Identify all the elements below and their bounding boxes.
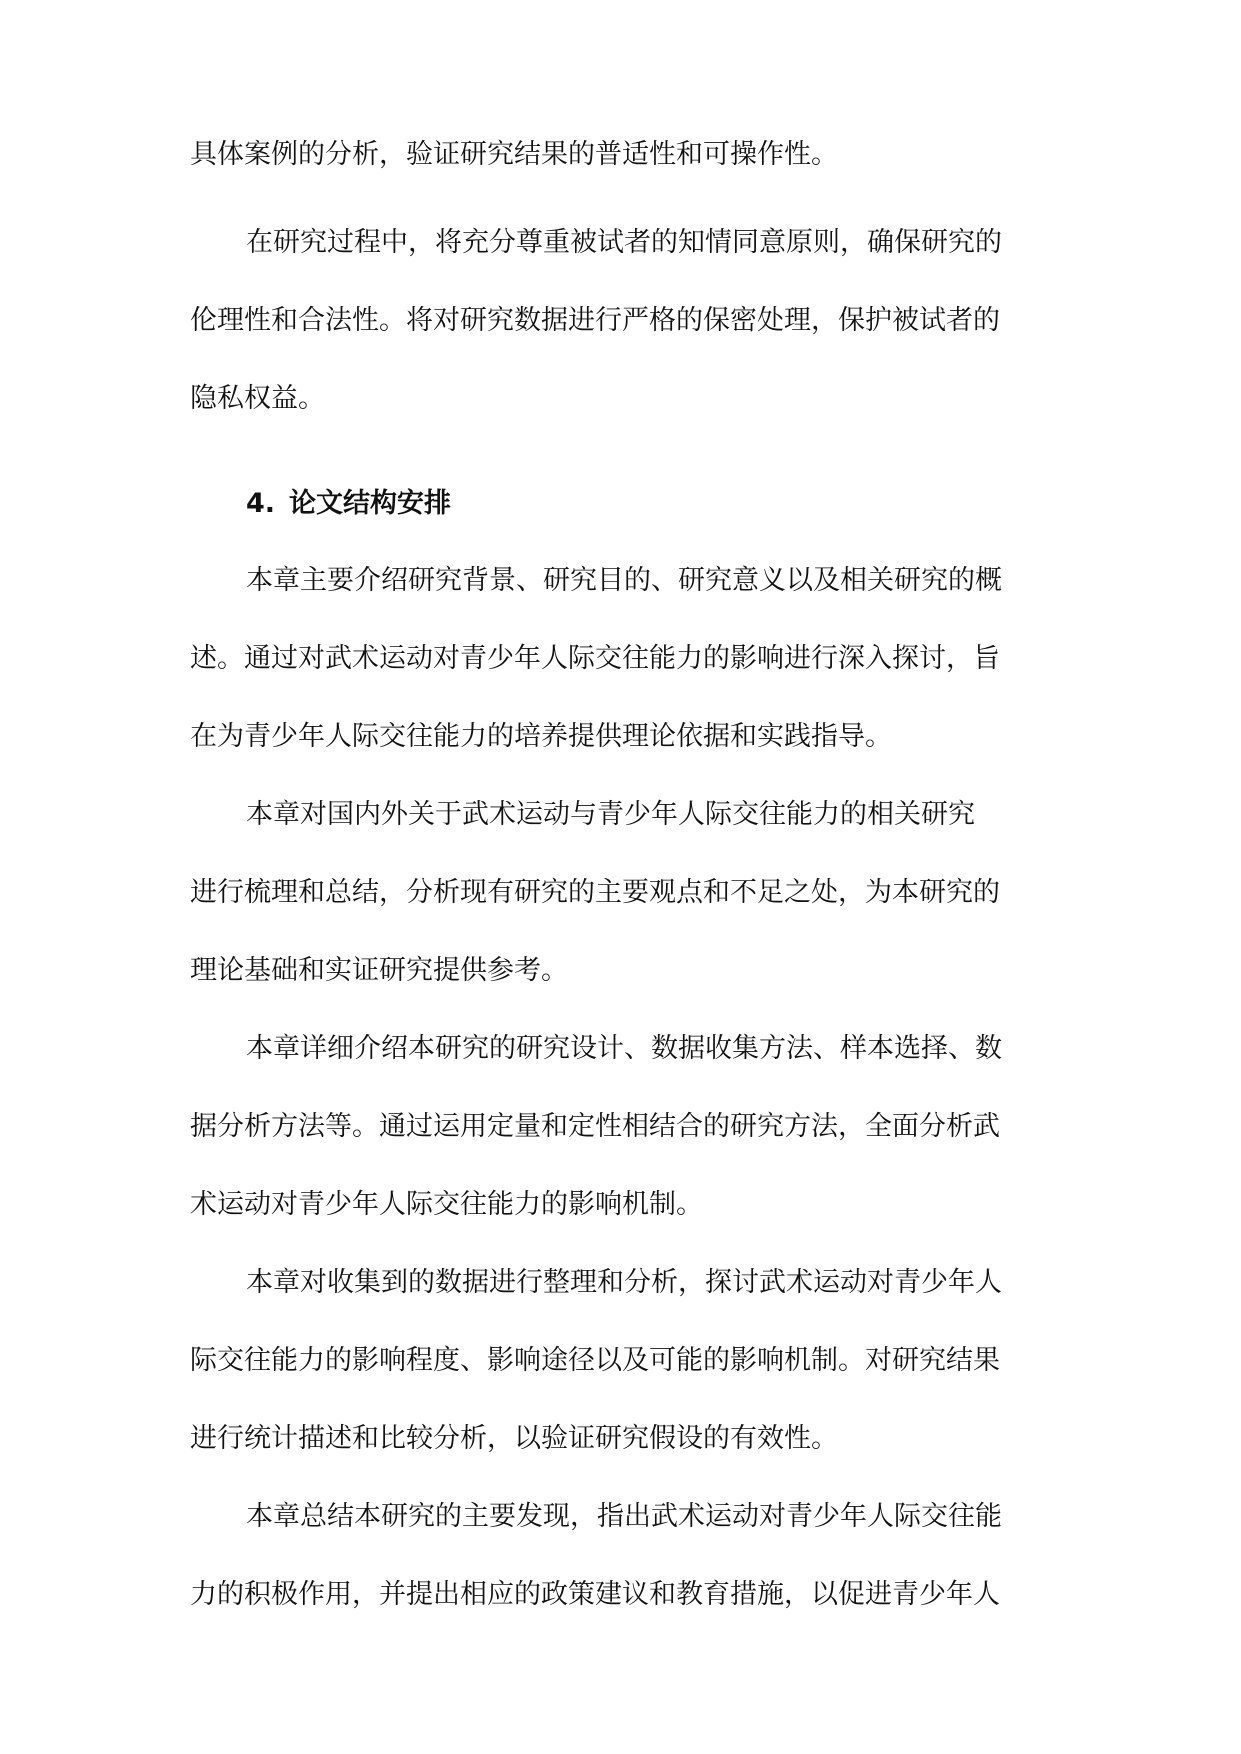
text-line: 理论基础和实证研究提供参考。 [190, 955, 568, 986]
text-line: 隐私权益。 [190, 383, 325, 414]
text-line: 本章详细介绍本研究的研究设计、数据收集方法、样本选择、数 [246, 1033, 1002, 1064]
text-line: 本章对收集到的数据进行整理和分析，探讨武术运动对青少年人 [246, 1267, 1002, 1298]
text-line: 际交往能力的影响程度、影响途径以及可能的影响机制。对研究结果 [190, 1345, 1000, 1376]
text-line: 本章主要介绍研究背景、研究目的、研究意义以及相关研究的概 [246, 565, 1002, 596]
text-line: 进行统计描述和比较分析，以验证研究假设的有效性。 [190, 1423, 838, 1454]
text-line: 伦理性和合法性。将对研究数据进行严格的保密处理，保护被试者的 [190, 305, 1000, 336]
text-line: 本章对国内外关于武术运动与青少年人际交往能力的相关研究 [246, 799, 975, 830]
text-line: 在为青少年人际交往能力的培养提供理论依据和实践指导。 [190, 721, 892, 752]
text-line: 述。通过对武术运动对青少年人际交往能力的影响进行深入探讨，旨 [190, 643, 1000, 674]
text-line: 进行梳理和总结，分析现有研究的主要观点和不足之处，为本研究的 [190, 877, 1000, 908]
section-number: 4. [246, 488, 276, 519]
section-title: 论文结构安排 [289, 488, 452, 519]
text-line: 在研究过程中，将充分尊重被试者的知情同意原则，确保研究的 [246, 227, 1002, 258]
text-line: 据分析方法等。通过运用定量和定性相结合的研究方法，全面分析武 [190, 1111, 1000, 1142]
text-line: 具体案例的分析，验证研究结果的普适性和可操作性。 [190, 139, 838, 170]
text-line: 本章总结本研究的主要发现，指出武术运动对青少年人际交往能 [246, 1501, 1002, 1532]
text-line: 力的积极作用，并提出相应的政策建议和教育措施，以促进青少年人 [190, 1579, 1000, 1610]
section-heading [246, 486, 451, 522]
text-line: 术运动对青少年人际交往能力的影响机制。 [190, 1189, 703, 1220]
